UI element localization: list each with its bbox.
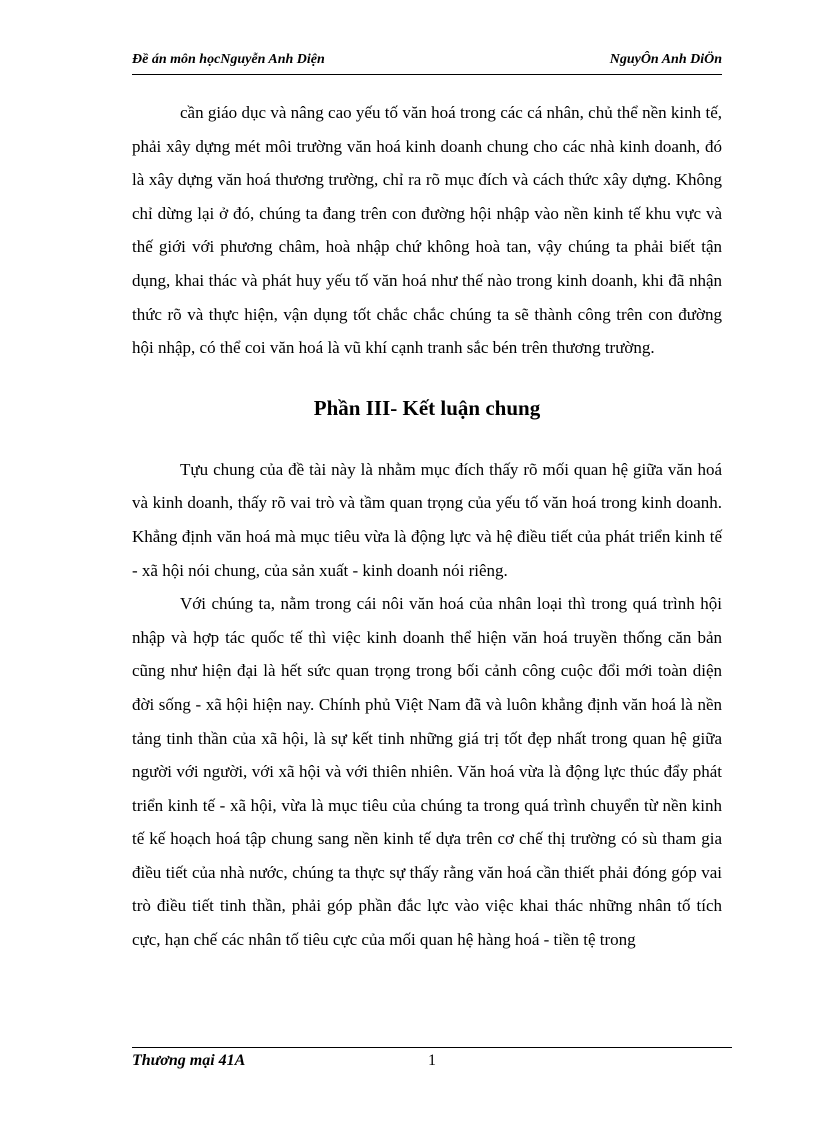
body-paragraph-3: Với chúng ta, nằm trong cái nôi văn hoá của nhân loại thì trong quá trình hội nhập và hợp tác quốc tế thì việc kinh doanh thể hiện văn hoá truyền thống căn bản cũng như hiện đại là hết sức quan trọng trong bối cảnh công cuộc đổi mới toàn diện đời sống - xã hội hiện nay. Chính phủ Việt Nam đã và luôn khẳng định văn hoá là nền tảng tinh thần của xã hội, là sự kết tinh những giá trị tốt đẹp nhất trong quan hệ giữa người với người, với xã hội và với thiên nhiên. Văn hoá vừa là động lực thúc đẩy phát triển kinh tế - xã hội, vừa là mục tiêu của chúng ta trong quá trình chuyển từ nền kinh tế kế hoạch hoá tập chung sang nền kinh tế dựa trên cơ chế thị trường có sù tham gia điều tiết của nhà nước, chúng ta thực sự thấy rằng văn hoá cần thiết phải đóng góp vai trò điều tiết tinh thần, phải góp phần đắc lực vào việc khai thác những nhân tố tích cực, hạn chế các nhân tố tiêu cực của mối quan hệ hàng hoá - tiền tệ trong: [132, 594, 722, 950]
page-footer: [132, 1047, 732, 1078]
document-body: [132, 96, 722, 957]
header-right-text: NguyÔn Anh DiÖn: [609, 52, 722, 67]
page-number: 1: [428, 1052, 436, 1069]
body-paragraph-2: Tựu chung của đề tài này là nhằm mục đích thấy rõ mối quan hệ giữa văn hoá và kinh doanh, thấy rõ vai trò và tầm quan trọng của yếu tố văn hoá trong kinh doanh. Khẳng định văn hoá mà mục tiêu vừa là động lực và hệ điều tiết của phát triển kinh tế - xã hội nói chung, của sản xuất - kinh doanh nói riêng.: [132, 459, 722, 580]
section-heading: Phần III- Kết luận chung: [313, 395, 541, 420]
header-left-text: Đề án môn họcNguyễn Anh Diện: [132, 52, 325, 67]
page-header: [132, 52, 722, 75]
body-paragraph-1: cần giáo dục và nâng cao yếu tố văn hoá trong các cá nhân, chủ thể nền kinh tế, phải xây dựng mét môi trường văn hoá kinh doanh chung cho các nhà kinh doanh, đó là xây dựng văn hoá thương trường, chỉ ra rõ mục đích và cách thức xây dựng. Không chỉ dừng lại ở đó, chúng ta đang trên con đường hội nhập vào nền kinh tế khu vực và thế giới với phương châm, hoà nhập chứ không hoà tan, vậy chúng ta phải biết tận dụng, khai thác và phát huy yếu tố văn hoá như thế nào trong kinh doanh, khi đã nhận thức rõ và thực hiện, vận dụng tốt chắc chắc chúng ta sẽ thành công trên con đường hội nhập, có thể coi văn hoá là vũ khí cạnh tranh sắc bén trên thương trường.: [132, 103, 722, 358]
footer-left-text: Thương mại 41A: [132, 1052, 246, 1069]
